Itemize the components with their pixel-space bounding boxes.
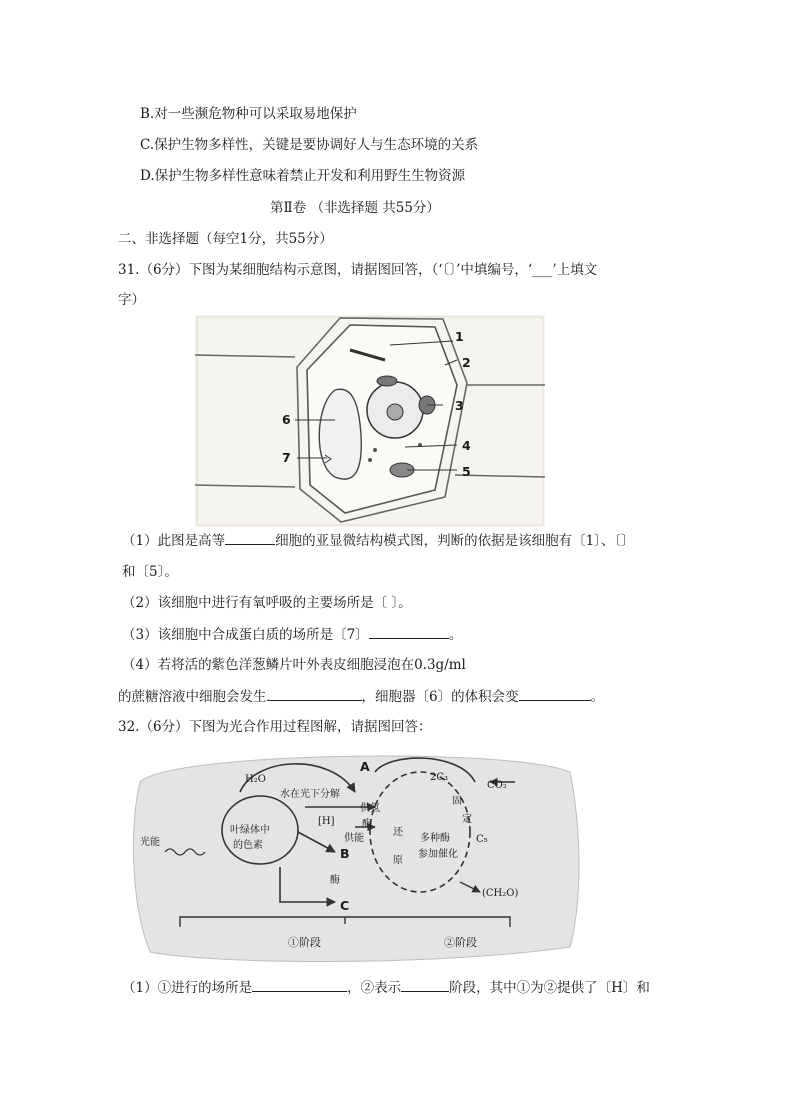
fix-label-1: 固 xyxy=(452,796,462,807)
energy-label: 供能 xyxy=(344,833,364,844)
cell-label-1: 1 xyxy=(455,329,464,344)
ch2o-label: (CH₂O) xyxy=(482,888,519,899)
stage1-label: ①阶段 xyxy=(288,936,321,949)
supply-label: 供氢 xyxy=(360,803,380,814)
q32-sub1 xyxy=(122,977,650,998)
multi-enzyme-label-2: 参加催化 xyxy=(418,849,458,860)
q31-intro-cont: 字） xyxy=(118,292,145,308)
answer-blank[interactable] xyxy=(369,624,449,639)
co2-label: CO₂ xyxy=(487,780,507,791)
enzyme2-label: 酶 xyxy=(330,875,340,886)
answer-blank[interactable] xyxy=(519,686,591,701)
answer-blank[interactable] xyxy=(267,686,362,701)
light-label: 光能 xyxy=(140,837,160,848)
option-d: D.保护生物多样性意味着禁止开发和利用野生生物资源 xyxy=(140,168,466,184)
cell-label-4: 4 xyxy=(462,438,471,453)
cell-structure-diagram xyxy=(195,315,545,527)
q32-sub1-c: 阶段，其中①为②提供了〔H〕和 xyxy=(449,980,650,996)
answer-blank[interactable] xyxy=(401,977,449,992)
q32-sub1-a: （1）①进行的场所是 xyxy=(122,980,253,996)
cell-label-3: 3 xyxy=(455,398,464,413)
answer-blank[interactable] xyxy=(225,530,275,545)
photo-label-c: C xyxy=(340,898,350,913)
c5-label: C₅ xyxy=(476,834,488,845)
h2o-label: H₂O xyxy=(245,774,266,785)
pigment-label-1: 叶绿体中 xyxy=(230,825,270,836)
q31-sub4-d: 。 xyxy=(590,689,605,705)
q31-sub3-a: （3）该细胞中合成蛋白质的场所是〔7〕 xyxy=(122,627,369,643)
q31-sub1-a: （1）此图是高等 xyxy=(122,533,226,549)
q32-sub1-b: ，②表示 xyxy=(347,980,402,996)
q31-sub4-b: 的蔗糖溶液中细胞会发生 xyxy=(118,689,267,705)
q31-sub1 xyxy=(122,530,635,551)
q31-sub3 xyxy=(122,624,462,645)
multi-enzyme-label-1: 多种酶 xyxy=(420,833,450,844)
split-label: 水在光下分解 xyxy=(280,789,340,800)
q31-sub4-c: ，细胞器〔6〕的体积会变 xyxy=(361,689,519,705)
q31-sub2: （2）该细胞中进行有氧呼吸的主要场所是〔 〕。 xyxy=(122,595,412,611)
c3-label: 2C₃ xyxy=(430,772,449,783)
photosynthesis-diagram xyxy=(130,752,580,964)
photo-label-b: B xyxy=(340,846,350,861)
stage2-label: ②阶段 xyxy=(444,936,477,949)
cell-label-2: 2 xyxy=(462,355,471,370)
h-label: [H] xyxy=(318,816,335,827)
q31-sub3-b: 。 xyxy=(448,627,463,643)
q31-sub4: （4）若将活的紫色洋葱鳞片叶外表皮细胞浸泡在0.3g/ml xyxy=(122,657,466,673)
option-c: C.保护生物多样性，关键是要协调好人与生态环境的关系 xyxy=(140,137,479,153)
option-b: B.对一些濒危物种可以采取易地保护 xyxy=(140,106,357,122)
answer-blank[interactable] xyxy=(252,977,347,992)
q31-sub4-cont xyxy=(118,686,604,707)
cell-label-6: 6 xyxy=(282,412,291,427)
enzyme1-label: 酶 xyxy=(362,819,372,830)
q32-intro: 32.（6分）下图为光合作用过程图解，请据图回答： xyxy=(118,719,432,735)
q31-sub1-b: 细胞的亚显微结构模式图，判断的依据是该细胞有〔1〕、〔〕 xyxy=(275,533,635,549)
section-title: 第Ⅱ卷 （非选择题 共55分） xyxy=(270,200,440,216)
fix-label-2: 定 xyxy=(462,814,472,825)
cell-label-7: 7 xyxy=(282,450,291,465)
q31-intro: 31.（6分）下图为某细胞结构示意图，请据图回答，（‘〔〕’中填编号，‘___’上填文 xyxy=(118,262,598,278)
reduce-label-2: 原 xyxy=(393,855,403,866)
q31-sub1-cont: 和〔5〕。 xyxy=(122,564,178,580)
cell-label-5: 5 xyxy=(462,464,471,479)
photo-label-a: A xyxy=(360,759,370,774)
part-title: 二、非选择题（每空1分，共55分） xyxy=(118,231,333,247)
pigment-label-2: 的色素 xyxy=(233,840,263,851)
reduce-label-1: 还 xyxy=(393,827,403,838)
